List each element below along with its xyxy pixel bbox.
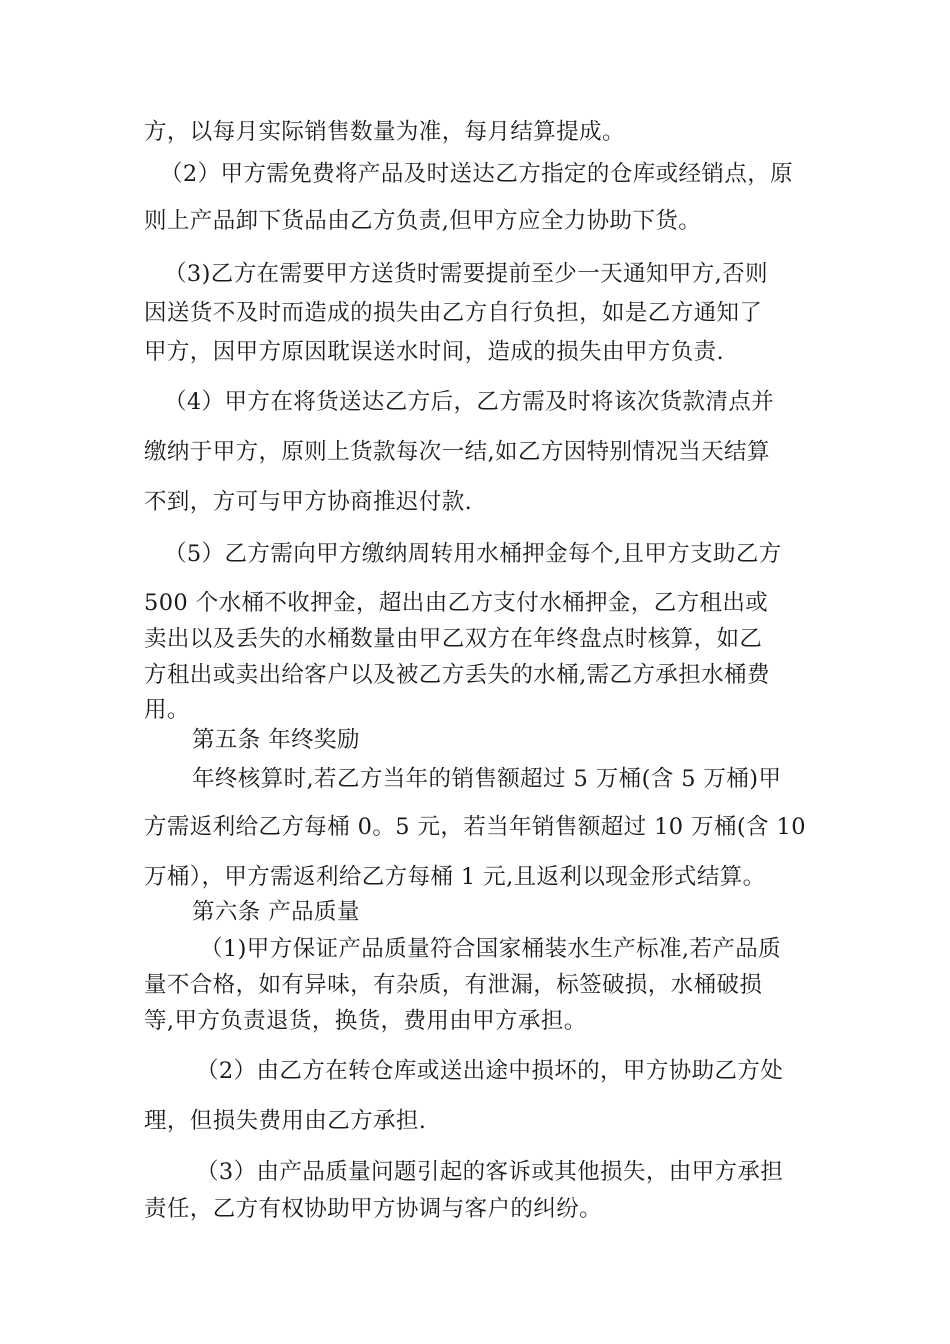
text-line: 方需返利给乙方每桶 0。5 元，若当年销售额超过 10 万桶(含 10 — [144, 814, 806, 840]
text-line: 则上产品卸下货品由乙方负责,但甲方应全力协助下货。 — [144, 208, 702, 234]
text-line: （5）乙方需向甲方缴纳周转用水桶押金每个,且甲方支助乙方 — [164, 541, 782, 567]
text-line: （3）由产品质量问题引起的客诉或其他损失，由甲方承担 — [196, 1159, 784, 1185]
text-line: 年终核算时,若乙方当年的销售额超过 5 万桶(含 5 万桶)甲 — [192, 766, 782, 792]
text-line: 方，以每月实际销售数量为准，每月结算提成。 — [144, 119, 625, 145]
text-line: 用。 — [144, 697, 190, 723]
text-line: （1)甲方保证产品质量符合国家桶装水生产标准,若产品质 — [200, 936, 782, 962]
text-line: （2）由乙方在转仓库或送出途中损坏的，甲方协助乙方处 — [196, 1058, 784, 1084]
text-line: 责任，乙方有权协助甲方协调与客户的纠纷。 — [144, 1196, 603, 1222]
text-line: 因送货不及时而造成的损失由乙方自行负担，如是乙方通知了 — [144, 300, 763, 326]
text-line: 甲方，因甲方原因耽误送水时间，造成的损失由甲方负责. — [144, 339, 725, 365]
text-line: （3)乙方在需要甲方送货时需要提前至少一天通知甲方,否则 — [164, 261, 768, 287]
section-heading: 第五条 年终奖励 — [192, 727, 360, 753]
text-line: 量不合格，如有异味，有杂质，有泄漏，标签破损，水桶破损 — [144, 972, 763, 998]
text-line: 方租出或卖出给客户以及被乙方丢失的水桶,需乙方承担水桶费 — [144, 662, 770, 688]
text-line: （2）甲方需免费将产品及时送达乙方指定的仓库或经销点，原 — [160, 161, 794, 187]
text-line: 500 个水桶不收押金，超出由乙方支付水桶押金，乙方租出或 — [144, 590, 769, 616]
text-line: 万桶），甲方需返利给乙方每桶 1 元,且返利以现金形式结算。 — [144, 864, 766, 890]
text-line: 不到，方可与甲方协商推迟付款. — [144, 489, 473, 515]
text-line: 理，但损失费用由乙方承担. — [144, 1108, 427, 1134]
text-line: 卖出以及丢失的水桶数量由甲乙双方在年终盘点时核算，如乙 — [144, 626, 763, 652]
section-heading: 第六条 产品质量 — [192, 899, 360, 925]
text-line: （4）甲方在将货送达乙方后，乙方需及时将该次货款清点并 — [164, 389, 775, 415]
text-line: 缴纳于甲方，原则上货款每次一结,如乙方因特别情况当天结算 — [144, 439, 770, 465]
text-line: 等,甲方负责退货，换货，费用由甲方承担。 — [144, 1008, 587, 1034]
